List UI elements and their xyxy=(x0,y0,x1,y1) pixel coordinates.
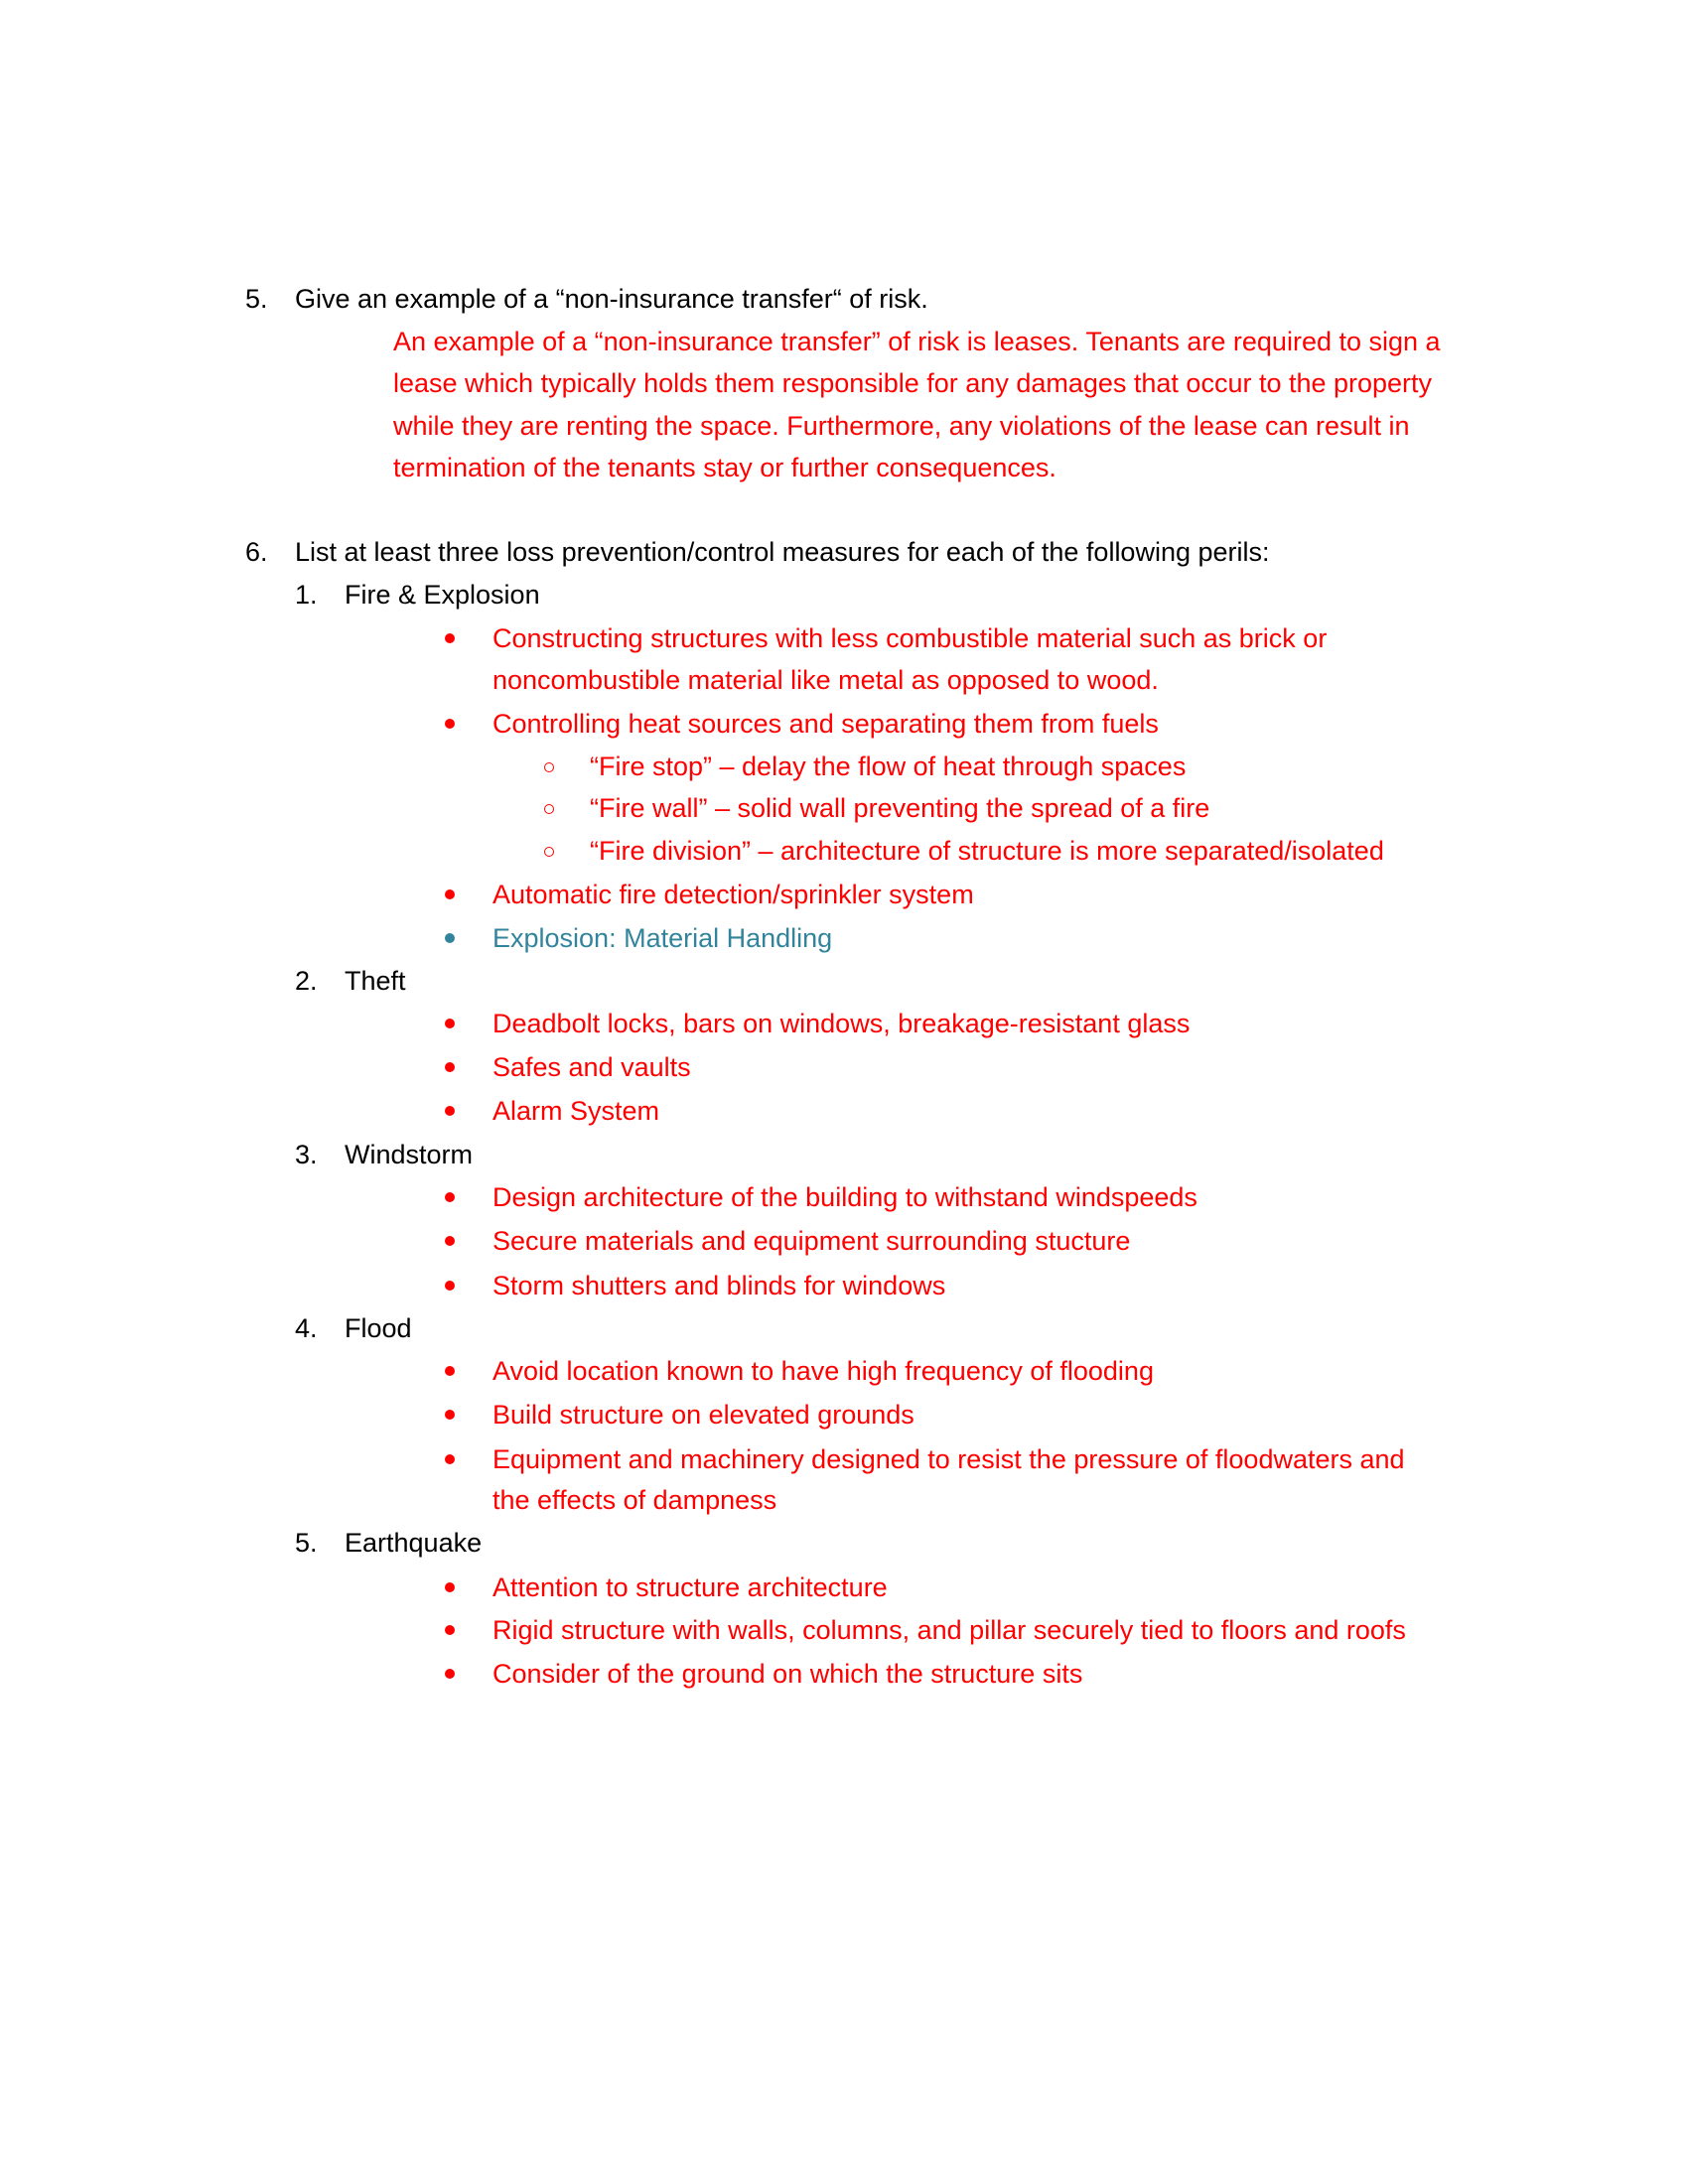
bullet-icon xyxy=(445,1281,455,1291)
bullet-icon xyxy=(445,1410,455,1420)
bullet-item: Design architecture of the building to withstand windspeeds xyxy=(492,1182,1197,1212)
circle-bullet-icon xyxy=(544,762,554,772)
answer-line: termination of the tenants stay or further consequences. xyxy=(393,453,1056,482)
bullet-item: Rigid structure with walls, columns, and pillar securely tied to floors and roofs xyxy=(492,1615,1406,1645)
bullet-item: Build structure on elevated grounds xyxy=(492,1400,914,1430)
peril-heading: Windstorm xyxy=(345,1140,474,1169)
bullet-item: the effects of dampness xyxy=(492,1485,777,1515)
circle-bullet-icon xyxy=(544,847,554,857)
bullet-item: Avoid location known to have high frequency of flooding xyxy=(492,1356,1154,1386)
peril-number: 1. xyxy=(295,580,318,610)
answer-line: while they are renting the space. Furthermore, any violations of the lease can result in xyxy=(393,411,1410,441)
circle-bullet-icon xyxy=(544,804,554,814)
question-number: 6. xyxy=(245,537,268,567)
bullet-icon xyxy=(445,1236,455,1246)
bullet-icon xyxy=(445,1669,455,1679)
bullet-item: noncombustible material like metal as opposed to wood. xyxy=(492,665,1159,695)
peril-number: 2. xyxy=(295,966,318,996)
sub-bullet-item: “Fire division” – architecture of structure is more separated/isolated xyxy=(590,836,1384,866)
peril-heading: Theft xyxy=(345,966,406,996)
bullet-icon xyxy=(445,719,455,729)
bullet-icon xyxy=(445,1106,455,1116)
peril-number: 4. xyxy=(295,1313,318,1343)
bullet-item: Deadbolt locks, bars on windows, breakage-resistant glass xyxy=(492,1009,1191,1038)
peril-heading: Earthquake xyxy=(345,1528,483,1558)
bullet-item: Controlling heat sources and separating them from fuels xyxy=(492,709,1159,739)
question-text: List at least three loss prevention/control measures for each of the following perils: xyxy=(295,537,1270,567)
bullet-icon xyxy=(445,1062,455,1072)
sub-bullet-item: “Fire wall” – solid wall preventing the spread of a fire xyxy=(590,793,1210,823)
answer-line: lease which typically holds them responsible for any damages that occur to the property xyxy=(393,368,1433,398)
bullet-item: Secure materials and equipment surrounding stucture xyxy=(492,1226,1131,1256)
peril-heading: Fire & Explosion xyxy=(345,580,540,610)
question-text: Give an example of a “non-insurance transfer“ of risk. xyxy=(295,284,928,314)
sub-bullet-item: “Fire stop” – delay the flow of heat through spaces xyxy=(590,751,1187,781)
bullet-item: Automatic fire detection/sprinkler system xyxy=(492,880,974,909)
bullet-icon xyxy=(445,1192,455,1202)
bullet-item: Explosion: Material Handling xyxy=(492,923,833,953)
bullet-icon xyxy=(445,1019,455,1028)
answer-line: An example of a “non-insurance transfer” of risk is leases. Tenants are required to sign a xyxy=(393,327,1441,356)
peril-number: 5. xyxy=(295,1528,318,1558)
peril-number: 3. xyxy=(295,1140,318,1169)
bullet-item: Constructing structures with less combustible material such as brick or xyxy=(492,623,1328,653)
bullet-icon xyxy=(445,1366,455,1376)
bullet-item: Storm shutters and blinds for windows xyxy=(492,1271,946,1300)
question-number: 5. xyxy=(245,284,268,314)
peril-heading: Flood xyxy=(345,1313,412,1343)
bullet-icon xyxy=(445,889,455,899)
bullet-icon xyxy=(445,933,455,943)
bullet-icon xyxy=(445,1625,455,1635)
bullet-icon xyxy=(445,1582,455,1592)
bullet-item: Attention to structure architecture xyxy=(492,1572,888,1602)
bullet-item: Alarm System xyxy=(492,1096,660,1126)
bullet-icon xyxy=(445,633,455,643)
bullet-icon xyxy=(445,1454,455,1464)
bullet-item: Safes and vaults xyxy=(492,1052,691,1082)
bullet-item: Equipment and machinery designed to resist the pressure of floodwaters and xyxy=(492,1444,1405,1474)
bullet-item: Consider of the ground on which the structure sits xyxy=(492,1659,1083,1689)
